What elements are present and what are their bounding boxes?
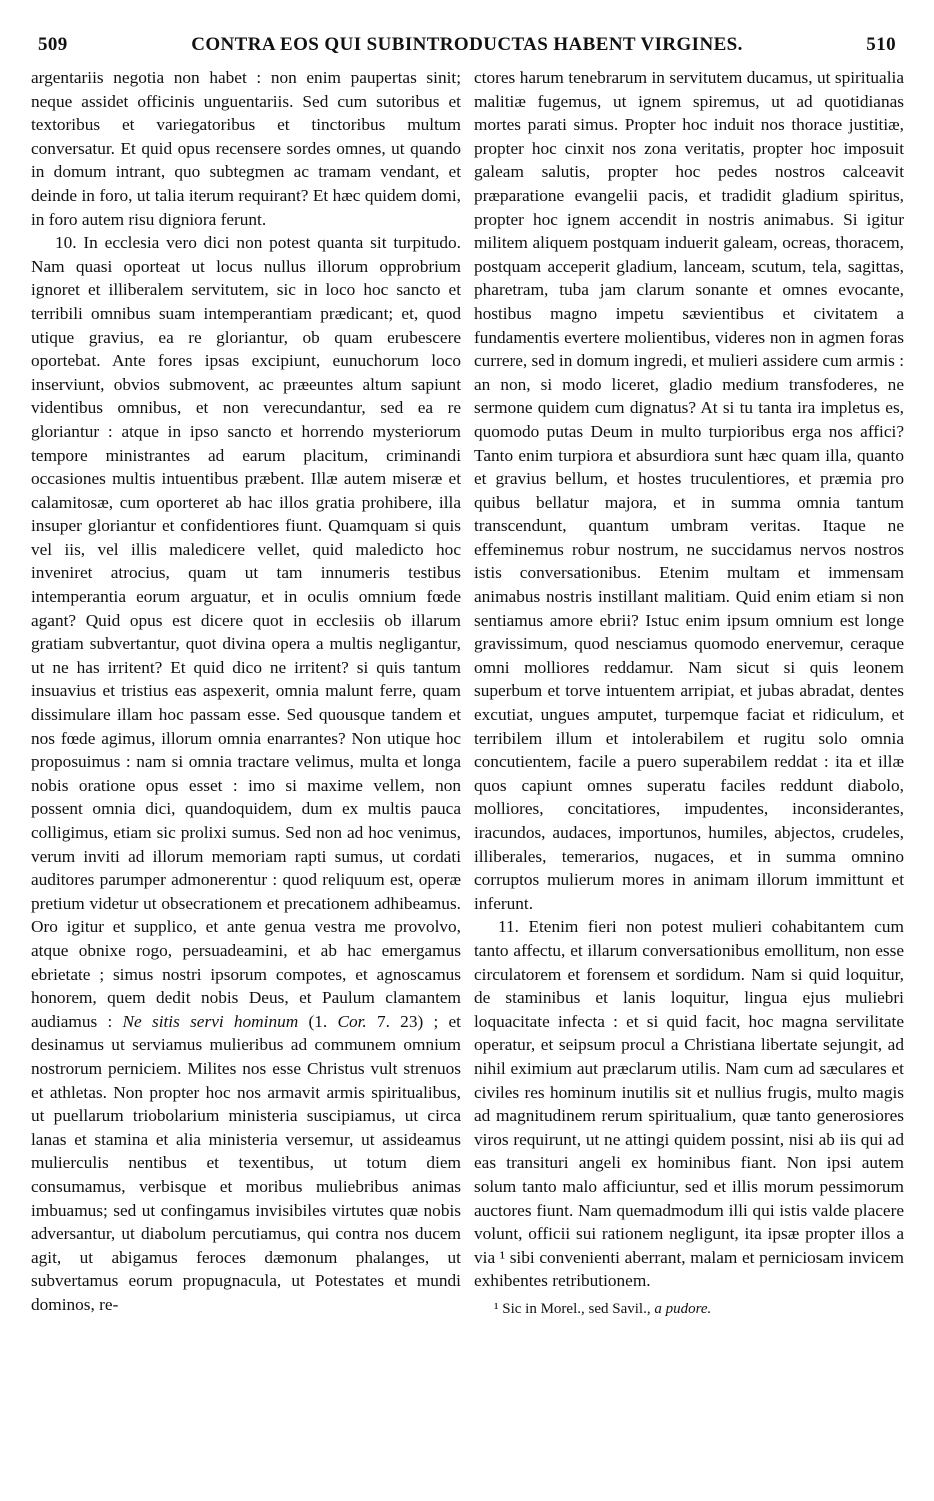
running-header <box>30 34 904 64</box>
paragraph-continued-right: ctores harum tenebrarum in servitutem ducamus, ut spiritualia malitiæ fugemus, ut ignem spiremus, ut ad quotidianas mortes parati simus. Propter hoc induit nos thorace justitiæ, propter hoc cinxit nos zona veritatis, propter hoc imposuit galeam salutis, propter hoc pedes nostros calceavit præparatione evangelii pacis, et tradidit gladium spiritus, propter hoc ignem accendit in nostris animabus. Si igitur militem aliquem postquam induerit galeam, ocreas, thoracem, postquam acceperit gladium, lanceam, scutum, tela, sagittas, pharetram, tuba jam clarum sonante et omnes evocante, hostibus magno impetu sævientibus et civitatem a fundamentis evertere molientibus, videres non in agmen foras currere, sed in domum ingredi, et mulieri assidere cum armis : an non, si modo liceret, gladio medium transfoderes, ne sermone quidem cum dignatus? At si tu tanta ira impletus es, quomodo putas Deum in multo turpioribus erga nos affici? Tanto enim turpiora et absurdiora sunt hæc quam illa, quanto et gravius bellum, et hostes truculentiores, et præmia pro quibus bellatur majora, et in summa omnia tantum transcendunt, quantum umbram veritas. Itaque ne effeminemus robur nostrum, ne succidamus nervos nostros istis conversationibus. Etenim multam et immensam animabus nostris instillant malitiam. Quid enim etiam si non sentiamus amore ebrii? Istuc enim ipsum omnium est longe gravissimum, quod nesciamus quomodo enervemur, ceraque omni molliores reddamur. Nam sicut si quis leonem superbum et torve intuentem arripiat, et jubas abradat, dentes excutiat, ungues amputet, turpemque faciat et ridiculum, et terribilem illum et intolerabilem et rugitu solo omnia concutientem, facile a puero superabilem reddat : ita et illæ quos capiunt omnes superatu faciles reddunt diabolo, molliores, concitatiores, impudentes, inconsiderantes, iracundos, audaces, importunos, humiles, abjectos, crudeles, illiberales, temerarios, nugaces, et in summa omnino corruptos mulierum mores in animam illorum immittunt et inferunt. <box>474 68 904 913</box>
reference-open: (1. <box>298 1011 338 1031</box>
page-number-left: 509 <box>38 34 68 55</box>
page-number-right: 510 <box>866 34 896 55</box>
paragraph-11 <box>474 915 904 1293</box>
footnote-text: Sic in Morel., sed Savil., <box>502 1300 655 1317</box>
left-column <box>31 66 461 1316</box>
footnote <box>474 1299 904 1319</box>
footnote-marker: ¹ <box>495 1247 510 1267</box>
paragraph-11-end: sibi convenienti aberrant, malam et perniciosam invicem exhibentes retributionem. <box>474 1247 904 1291</box>
paragraph-11-text: 11. Etenim fieri non potest mulieri cohabitantem cum tanto affectu, et illarum conversationibus emollitum, non esse circulatorem et forensem et sordidum. Nam si quid loquitur, de staminibus et lanis loquitur, lingua ejus muliebri loquacitate infecta : et si quid facit, hoc magna servilitate operatur, et seipsum procul a Christiana libertate sejungit, ad nihil eximium aut præclarum utilis. Nam cum ad sæculares et civiles res hominum inutilis sit et nullius frugis, multo magis ad magnitudinem rerum spiritualium, quæ tanto generosiores viros requirunt, ut ne attingi quidem possint, nisi ab iis qui ad eas transituri angeli ex hominibus fiant. Non ipsi autem solum tanto malo afficiuntur, sed et illis morum pessimorum auctores fiunt. Nam quemadmodum illi qui istis valde placere volunt, officii sui rationem negligunt, ita ipsæ propter illos a via <box>474 917 904 1267</box>
scripture-quote: Ne sitis servi hominum <box>122 1011 299 1031</box>
reference-book: Cor. <box>337 1011 367 1031</box>
running-title: CONTRA EOS QUI SUBINTRODUCTAS HABENT VIRGINES. <box>191 34 743 55</box>
paragraph-10-continuation: 7. 23) ; et desinamus ut serviamus mulieribus ad communem omnium nostrorum perniciem. Milites nos esse Christus vult strenuos et athletas. Non propter hoc nos armavit armis spiritualibus, ut puellarum triobolarium ministeria suscipiamus, ut circa lanas et stamina et alia ministeria versemur, ut assideamus mulierculis nentibus et texentibus, ut totum diem consumamus, verbisque et moribus muliebribus animas imbuamus; sed ut confingamus invisibiles virtutes quæ nobis adversantur, ut diabolum percutiamus, qui contra nos ducem agit, ut abigamus feroces dæmonum phalanges, ut subvertamus eorum propugnacula, ut Potestates et mundi dominos, re- <box>31 1011 461 1314</box>
footnote-number: ¹ <box>494 1300 503 1317</box>
footnote-variant: a pudore. <box>654 1300 712 1317</box>
right-column <box>474 66 904 1319</box>
paragraph-10 <box>31 231 461 1316</box>
paragraph-10-text: 10. In ecclesia vero dici non potest quanta sit turpitudo. Nam quasi oporteat ut locus nullus illorum opprobrium ignoret et illiberalem servitutem, sic in loco hoc sancto et terribili omnibus suam intemperantiam prædicant; et, quod utique gravius, ea re gloriantur, ob quam erubescere oportebat. Ante fores ipsas excipiunt, eunuchorum loco inserviunt, obvios submovent, ac præeuntes altum sapiunt videntibus omnibus, et non verecundantur, sed ea re gloriantur : atque in ipso sancto et horrendo mysteriorum tempore ministrantes ad earum placitum, criminandi occasiones multis intuentibus præbent. Illæ autem miseræ et calamitosæ, cum oporteret ab hac illos gratia prohibere, illa insuper gloriantur et confidentiores fiunt. Quamquam si quis vel iis, vel illis maledicere vellet, quid maledicto hoc inveniret atrocius, quam ut tam innumeris testibus intemperantia eorum arguatur, et in oculis omnium fœde agant? Quid opus est dicere quot in ecclesiis ob illarum gratiam subvertantur, quot divina opera a multis negligantur, ut ne has irritent? Et quid dico ne irritent? si quis tantum insuavius et tristius eas aspexerit, omnia malunt ferre, quam dissimulare illam hoc passam esse. Sed quousque tandem et nos fœde agimus, illorum omnia enarrantes? Non utique hoc proposuimus : nam si omnia tractare velimus, multa et longa nobis oratione opus esset : imo si maxime vellem, non possent omnia dici, quandoquidem, dum ex multis pauca colligimus, etiam sic prolixi sumus. Sed non ad hoc venimus, verum inviti ad illorum memoriam rapti sumus, ut cordati auditores parumper admonerentur : quod reliquum est, operæ pretium videtur ut obsecrationem et precationem adhibeamus. Oro igitur et supplico, et ante genua vestra me provolvo, atque obnixe rogo, persuadeamini, et ab hac emergamus ebrietate ; simus nostri ipsorum compotes, et agnoscamus honorem, quem dedit nobis Deus, et Paulum clamantem audiamus : <box>31 233 461 1031</box>
paragraph-continued: argentariis negotia non habet : non enim paupertas sinit; neque assidet officinis unguentariis. Sed cum sutoribus et textoribus et variegatoribus et tinctoribus multum conversatur. Et quid opus recensere sordes omnes, ut quando in domum intrant, quo subtegmen ac tramam vendant, et deinde in foro, ut talia iterum requirant? Et hæc quidem domi, in foro autem risu digniora ferunt. <box>31 68 461 229</box>
